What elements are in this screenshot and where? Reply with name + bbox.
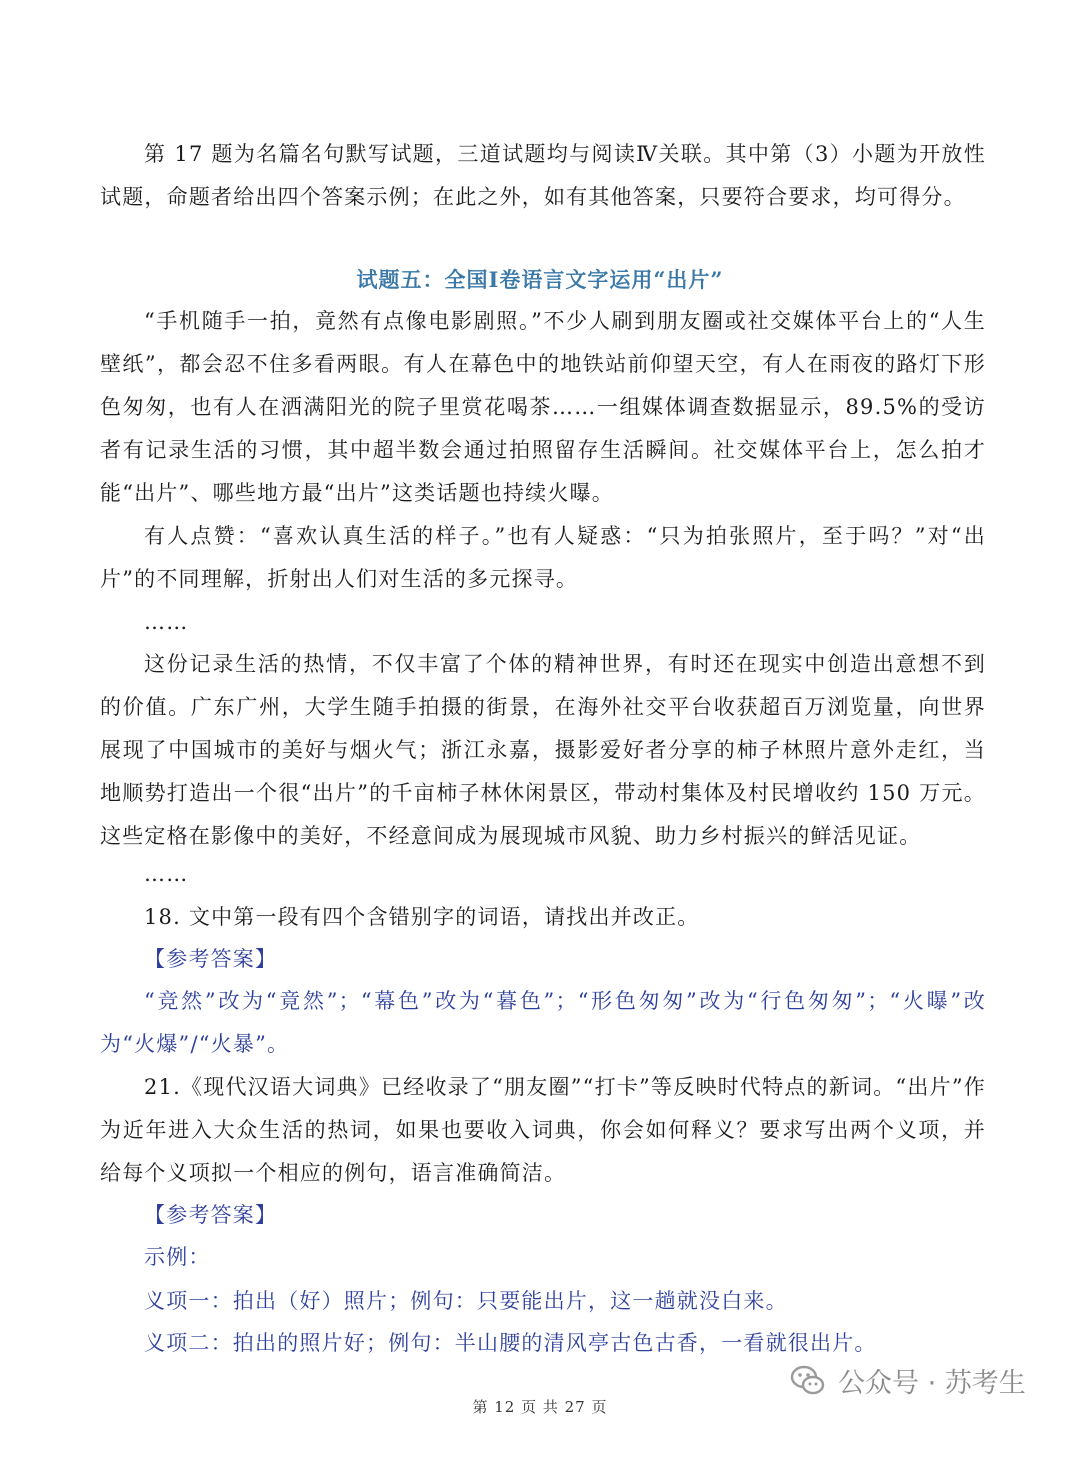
intro-paragraph: 第 17 题为名篇名句默写试题，三道试题均与阅读Ⅳ关联。其中第（3）小题为开放性试题，命题者给出四个答案示例；在此之外，如有其他答案，只要符合要求，均可得分。 xyxy=(100,142,986,209)
passage-paragraph-3: 这份记录生活的热情，不仅丰富了个体的精神世界，有时还在现实中创造出意想不到的价值。广东广州，大学生随手拍摄的街景，在海外社交平台收获超百万浏览量，向世界展现了中国城市的美好与烟火气；浙江永嘉，摄影爱好者分享的柿子林照片意外走红，当地顺势打造出一个很“出片”的千亩柿子林休闲景区，带动村集体及村民增收约 150 万元。这些定格在影像中的美好，不经意间成为展现城市风貌、助力乡村振兴的鲜活见证。 xyxy=(100,652,986,848)
passage-ellipsis-2: …… xyxy=(144,862,189,886)
watermark-text: 公众号 · 苏考生 xyxy=(838,1367,1026,1399)
q18-answer-label: 【参考答案】 xyxy=(144,947,278,971)
question-18: 18. 文中第一段有四个含错别字的词语，请找出并改正。 xyxy=(144,905,700,929)
watermark xyxy=(788,1360,1026,1400)
q21-sense-2: 义项二：拍出的照片好；例句：半山腰的清风亭古色古香，一看就很出片。 xyxy=(144,1331,877,1355)
q21-sense-1: 义项一：拍出（好）照片；例句：只要能出片，这一趟就没白来。 xyxy=(144,1289,788,1313)
section-heading: 试题五：全国Ⅰ卷语言文字运用“出片” xyxy=(356,267,724,292)
passage-paragraph-1: “手机随手一拍，竟然有点像电影剧照。”不少人刷到朋友圈或社交媒体平台上的“人生壁纸”，都会忍不住多看两眼。有人在幕色中的地铁站前仰望天空，有人在雨夜的路灯下形色匆匆，也有人在洒满阳光的院子里赏花喝茶……一组媒体调查数据显示，89.5%的受访者有记录生活的习惯，其中超半数会通过拍照留存生活瞬间。社交媒体平台上，怎么拍才能“出片”、哪些地方最“出片”这类话题也持续火曝。 xyxy=(100,309,986,505)
q18-answer: “竞然”改为“竟然”；“幕色”改为“暮色”；“形色匆匆”改为“行色匆匆”；“火曝”改为“火爆”/“火暴”。 xyxy=(100,989,986,1056)
q21-example-label: 示例： xyxy=(144,1245,211,1269)
q21-answer-label: 【参考答案】 xyxy=(144,1203,278,1227)
passage-paragraph-2: 有人点赞：“喜欢认真生活的样子。”也有人疑惑：“只为拍张照片，至于吗？”对“出片”的不同理解，折射出人们对生活的多元探寻。 xyxy=(100,524,986,591)
wechat-icon xyxy=(788,1360,828,1400)
question-21: 21.《现代汉语大词典》已经收录了“朋友圈”“打卡”等反映时代特点的新词。“出片”作为近年进入大众生活的热词，如果也要收入词典，你会如何释义？要求写出两个义项，并给每个义项拟一个相应的例句，语言准确简洁。 xyxy=(100,1075,986,1185)
page-footer: 第 12 页 共 27 页 xyxy=(472,1398,608,1416)
passage-ellipsis-1: …… xyxy=(144,610,189,634)
